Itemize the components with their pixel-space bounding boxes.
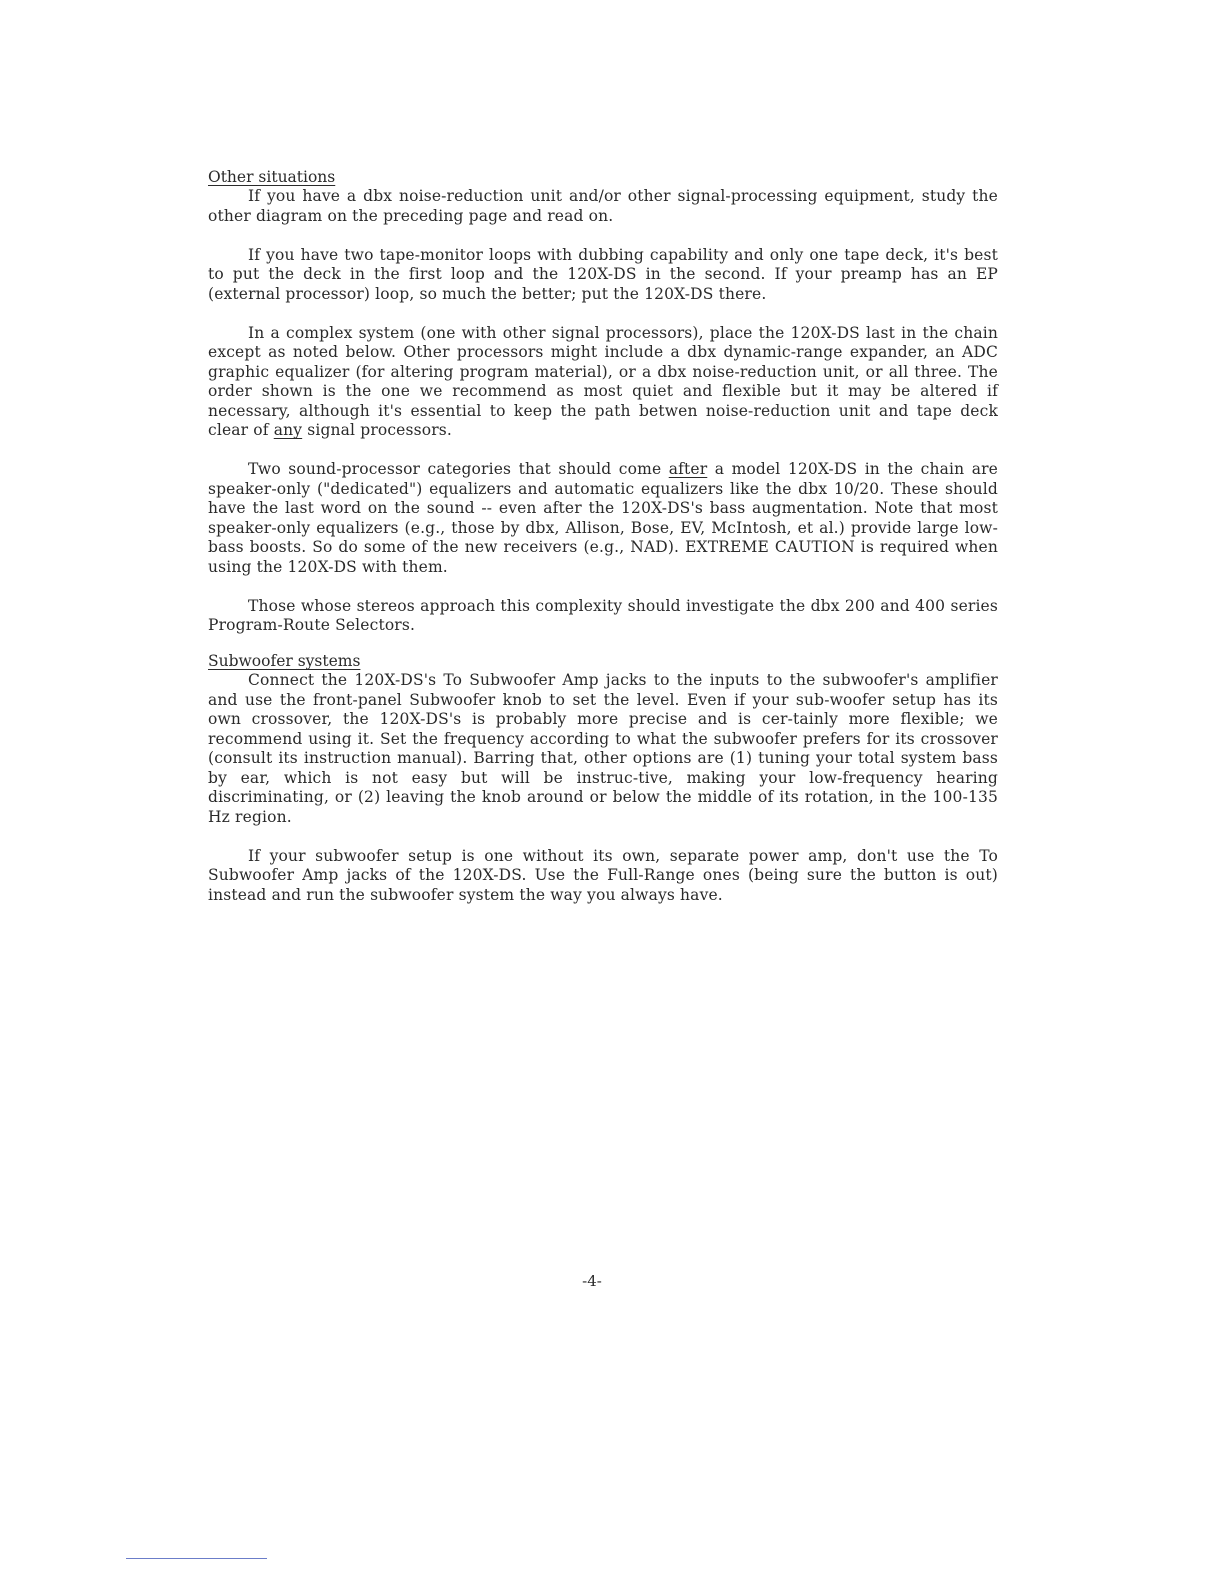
paragraph bbox=[208, 324, 998, 441]
paragraph: Connect the 120X-DS's To Subwoofer Amp jacks to the inputs to the subwoofer's amplifier and use the front-panel Subwoofer knob to set the level. Even if your sub-woofer setup has its own crossover, the 120X-DS's is probably more precise and is cer-tainly more flexible; we recommend using it. Set the frequency according to what the subwoofer prefers for its crossover (consult its instruction manual). Barring that, other options are (1) tuning your total system bass by ear, which is not easy but will be instruc-tive, making your low-frequency hearing discriminating, or (2) leaving the knob around or below the middle of its rotation, in the 100-135 Hz region. bbox=[208, 671, 998, 826]
paragraph: If you have a dbx noise-reduction unit and/or other signal-processing equipment, study the other diagram on the preceding page and read on. bbox=[208, 187, 998, 225]
paragraph-text: signal processors. bbox=[302, 421, 452, 439]
footnote-divider bbox=[126, 1558, 267, 1559]
paragraph-text: Two sound-processor categories that should come bbox=[248, 460, 669, 478]
paragraph bbox=[208, 460, 998, 577]
section-body-other-situations bbox=[208, 187, 998, 636]
paragraph: If your subwoofer setup is one without its own, separate power amp, don't use the To Subwoofer Amp jacks of the 120X-DS. Use the Full-Range ones (being sure the button is out) instead and run the subwoofer system the way you always have. bbox=[208, 846, 998, 904]
paragraph: If you have two tape-monitor loops with dubbing capability and only one tape deck, it's best to put the deck in the first loop and the 120X-DS in the second. If your preamp has an EP (external processor) loop, so much the better; put the 120X-DS there. bbox=[208, 245, 998, 303]
page-number: -4- bbox=[582, 1272, 602, 1290]
paragraph-text: a model 120X-DS in the chain are speaker-only ("dedicated") equalizers and automatic equalizers like the dbx 10/20. These should have the last word on the sound -- even after the 120X-DS's bass augmentation. Note that most speaker-only equalizers (e.g., those by dbx, Allison, Bose, EV, McIntosh, et al.) provide large low-bass boosts. So do some of the new receivers (e.g., NAD). EXTREME CAUTION is required when using the 120X-DS with them. bbox=[208, 460, 998, 576]
emphasis-underlined: after bbox=[668, 460, 708, 478]
paragraph-text: In a complex system (one with other signal processors), place the 120X-DS last in the chain except as noted below. Other processors might include a dbx dynamic-range expander, an ADC graphic equalizer (for altering program material), or a dbx noise-reduction unit, or all three. The order shown is the one we recommend as most quiet and flexible but it may be altered if necessary, although it's essential to keep the path betwen noise-reduction unit and tape deck clear of bbox=[208, 323, 998, 439]
section-body-subwoofer-systems bbox=[208, 671, 998, 905]
section-heading-subwoofer-systems: Subwoofer systems bbox=[208, 652, 361, 670]
emphasis-underlined: any bbox=[273, 421, 303, 439]
section-heading-other-situations: Other situations bbox=[208, 168, 336, 186]
paragraph: Those whose stereos approach this complexity should investigate the dbx 200 and 400 series Program-Route Selectors. bbox=[208, 596, 998, 634]
